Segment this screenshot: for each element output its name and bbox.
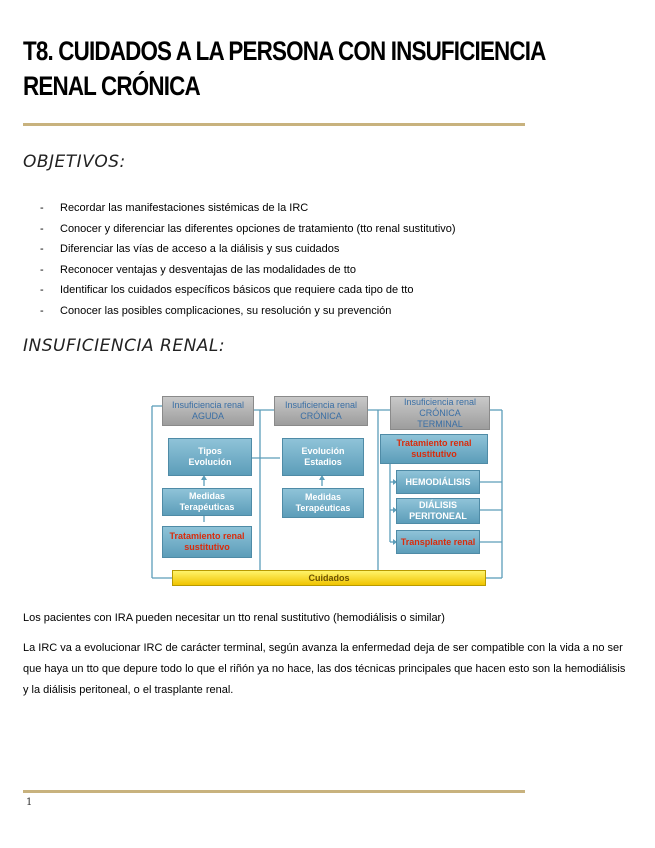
tipos-evolucion-box: Tipos Evolución: [168, 438, 252, 476]
objetivo-item: - Recordar las manifestaciones sistémicas de la IRC: [40, 202, 309, 214]
trasplante-box: Transplante renal: [396, 530, 480, 554]
footer-divider: [23, 790, 525, 793]
objetivo-item: - Reconocer ventajas y desventajas de las modalidades de tto: [40, 263, 356, 276]
page-number: 1: [26, 797, 33, 808]
cronica-box: Insuficiencia renal CRÓNICA: [274, 396, 368, 426]
objetivo-item: - Conocer y diferenciar las diferentes opciones de tratamiento (tto renal sustitutivo): [40, 222, 456, 235]
evolucion-estadios-box: Evolución Estadios: [282, 438, 364, 476]
dialisis-peritoneal-box: DIÁLISIS PERITONEAL: [396, 498, 480, 524]
objetivo-item: - Identificar los cuidados específicos básicos que requiere cada tipo de tto: [40, 284, 414, 297]
aguda-box: Insuficiencia renal AGUDA: [162, 396, 254, 426]
medidas-terapeuticas-box-1: Medidas Terapéuticas: [162, 488, 252, 516]
medidas-terapeuticas-box-2: Medidas Terapéuticas: [282, 488, 364, 518]
objetivos-list: [40, 198, 456, 322]
objetivo-item: - Diferenciar las vías de acceso a la diálisis y sus cuidados: [40, 243, 340, 256]
document-title: T8. CUIDADOS A LA PERSONA CON INSUFICIENCIA RENAL CRÓNICA: [23, 36, 545, 101]
paragraph-ira: Los pacientes con IRA pueden necesitar un tto renal sustitutivo (hemodiálisis o similar): [23, 612, 445, 624]
terminal-box: Insuficiencia renal CRÓNICA TERMINAL: [390, 396, 490, 430]
paragraph-irc: La IRC va a evolucionar IRC de carácter terminal, según avanza la enfermedad deja de ser compatible con la vida a no ser que haya un tto que depure todo lo que el riñón ya no hace, las dos técnicas principales que hacen esto son la hemodiálisis y la diálisis peritoneal, o el trasplante renal.: [23, 642, 626, 696]
title-divider: [23, 123, 525, 126]
hemodialisis-box: HEMODIÁLISIS: [396, 470, 480, 494]
objetivos-heading: OBJETIVOS:: [23, 152, 126, 172]
tratamiento-renal-box-1: Tratamiento renal sustitutivo: [162, 526, 252, 558]
cuidados-bar: Cuidados: [172, 570, 486, 586]
insuficiencia-heading: INSUFICIENCIA RENAL:: [23, 336, 226, 356]
renal-failure-diagram: [150, 392, 504, 592]
objetivo-item: - Conocer las posibles complicaciones, su resolución y su prevención: [40, 304, 392, 317]
tratamiento-renal-box-2: Tratamiento renal sustitutivo: [380, 434, 488, 464]
